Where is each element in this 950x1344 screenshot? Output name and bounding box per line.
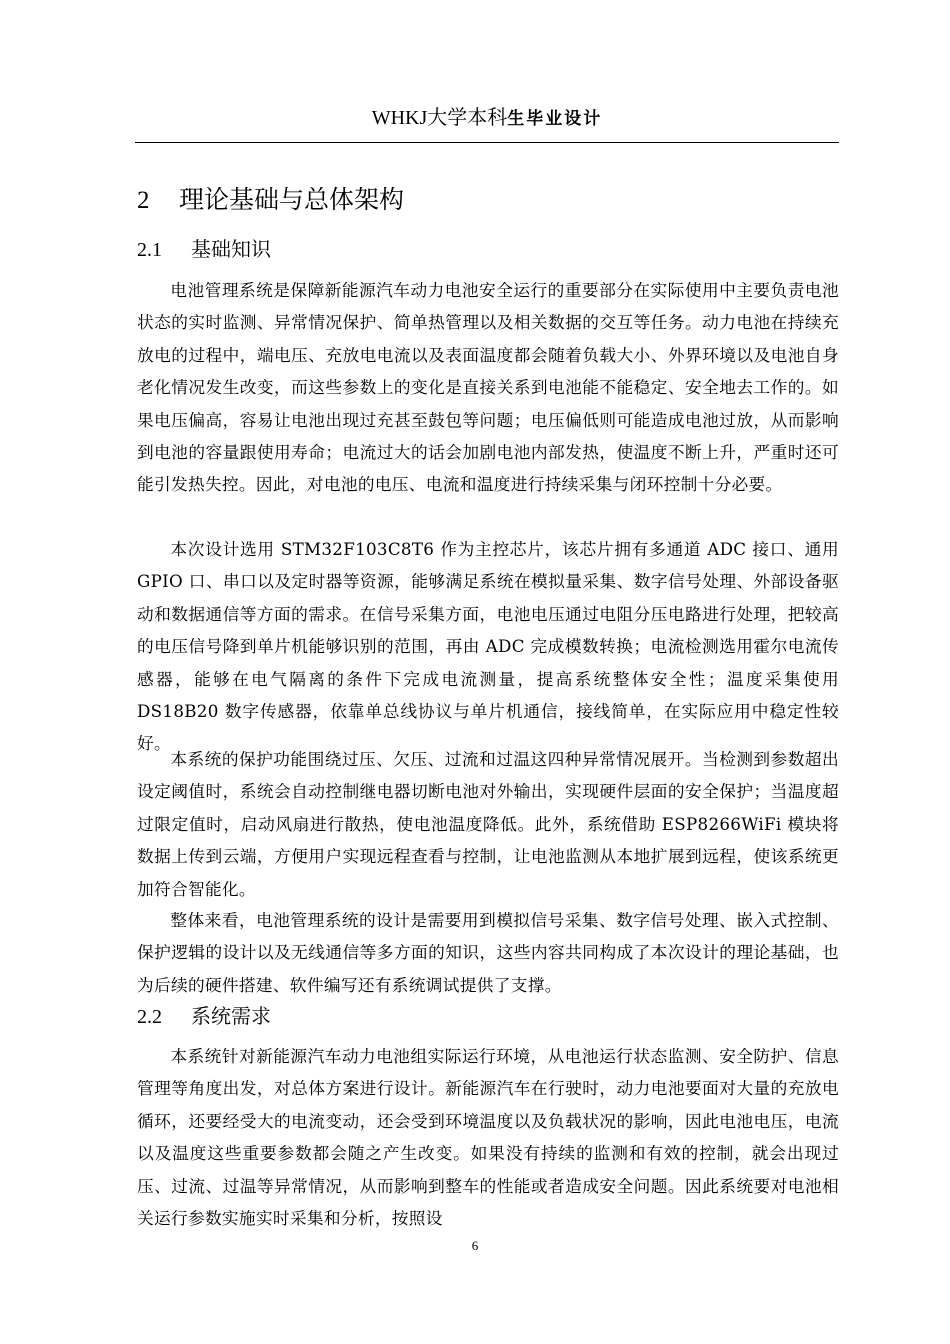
section-heading — [137, 232, 271, 267]
paragraph: 整体来看，电池管理系统的设计是需要用到模拟信号采集、数字信号处理、嵌入式控制、保护逻辑的设计以及无线通信等多方面的知识，这些内容共同构成了本次设计的理论基础，也为后续的硬件搭建、软件编写还有系统调试提供了支撑。 — [137, 910, 839, 995]
chapter-title: 理论基础与总体架构 — [179, 185, 405, 214]
section-heading — [137, 999, 271, 1034]
chapter-heading — [137, 180, 404, 221]
paragraph: 本次设计选用 STM32F103C8T6 作为主控芯片，该芯片拥有多通道 ADC 接口、通用 GPIO 口、串口以及定时器等资源，能够满足系统在模拟量采集、数字信号处理、外部设备驱动和数据通信等方面的需求。在信号采集方面，电池电压通过电阻分压电路进行处理，把较高的电压信号降到单片机能够识别的范围，再由 ADC 完成模数转换；电流检测选用霍尔电流传感器，能够在电气隔离的条件下完成电流测量，提高系统整体安全性；温度采集使用 DS18B20 数字传感器，依靠单总线协议与单片机通信，接线简单，在实际应用中稳定性较好。 — [137, 539, 839, 754]
section-number: 2.2 — [137, 1006, 162, 1028]
section-title: 系统需求 — [191, 1004, 271, 1028]
header-title-main: WHKJ大学本科 — [371, 107, 508, 129]
page-number: 6 — [471, 1238, 479, 1253]
paragraph: 本系统针对新能源汽车动力电池组实际运行环境，从电池运行状态监测、安全防护、信息管理等角度出发，对总体方案进行设计。新能源汽车在行驶时，动力电池要面对大量的充放电循环，还要经受大的电流变动，还会受到环境温度以及负载状况的影响，因此电池电压，电流以及温度这些重要参数都会随之产生改变。如果没有持续的监测和有效的控制，就会出现过压、过流、过温等异常情况，从而影响到整车的性能或者造成安全问题。因此系统要对电池相关运行参数实施实时采集和分析，按照设 — [137, 1046, 839, 1229]
section-number: 2.1 — [137, 239, 162, 261]
chapter-number: 2 — [137, 187, 150, 214]
paragraph: 本系统的保护功能围绕过压、欠压、过流和过温这四种异常情况展开。当检测到参数超出设定阈值时，系统会自动控制继电器切断电池对外输出，实现硬件层面的安全保护；当温度超过限定值时，启动风扇进行散热，使电池温度降低。此外，系统借助 ESP8266WiFi 模块将数据上传到云端，方便用户实现远程查看与控制，让电池监测从本地扩展到远程，使该系统更加符合智能化。 — [137, 749, 839, 899]
header-title-suffix: 生毕业设计 — [507, 109, 603, 129]
paragraph: 电池管理系统是保障新能源汽车动力电池安全运行的重要部分在实际使用中主要负责电池状态的实时监测、异常情况保护、简单热管理以及相关数据的交互等任务。动力电池在持续充放电的过程中，端电压、充放电电流以及表面温度都会随着负载大小、外界环境以及电池自身老化情况发生改变，而这些参数上的变化是直接关系到电池能不能稳定、安全地去工作的。如果电压偏高，容易让电池出现过充甚至鼓包等问题；电压偏低则可能造成电池过放，从而影响到电池的容量跟使用寿命；电流过大的话会加剧电池内部发热，使温度不断上升，严重时还可能引发热失控。因此，对电池的电压、电流和温度进行持续采集与闭环控制十分必要。 — [137, 280, 839, 495]
header-rule — [135, 142, 839, 143]
running-header — [135, 100, 839, 137]
section-title: 基础知识 — [191, 237, 271, 261]
